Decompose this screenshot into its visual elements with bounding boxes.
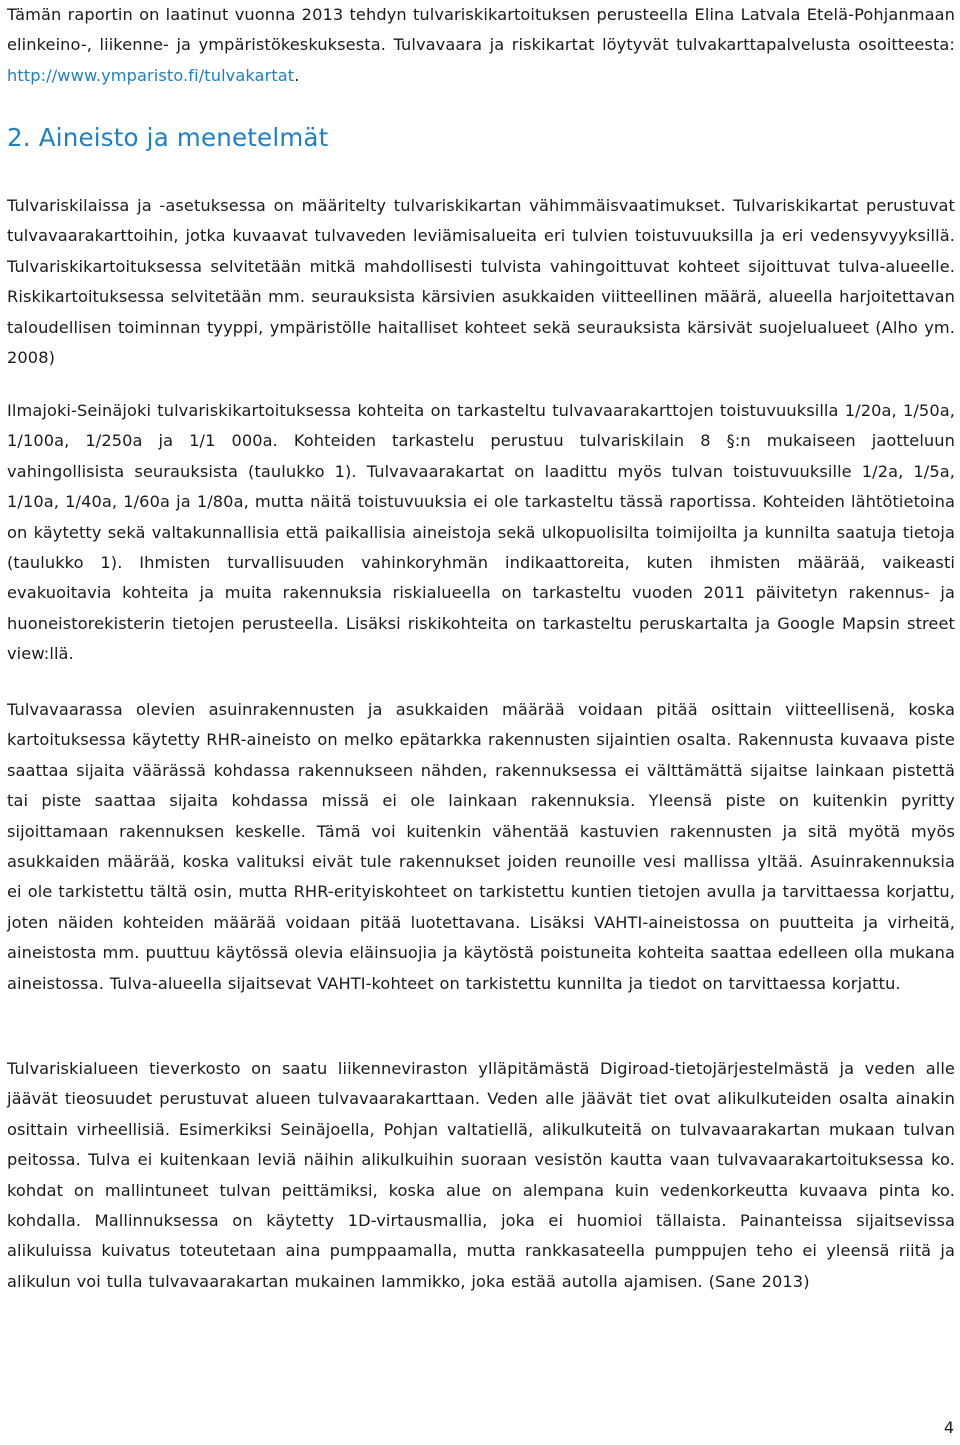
tulvakartat-link[interactable]: http://www.ymparisto.fi/tulvakartat: [7, 65, 295, 85]
paragraph-residential-buildings: Tulvavaarassa olevien asuinrakennusten ja asukkaiden määrää voidaan pitää osittain viitteellisenä, koska kartoituksessa käytetty RHR-aineisto on melko epätarkka rakennusten sijaintien osalta. Rakennusta kuvaava piste saattaa sijaita väärässä kohdassa rakennukseen nähden, rakennuksessa ei välttämättä sijaitse lainkaan pistettä tai piste saattaa sijaita kohdassa missä ei ole lainkaan rakennuksia. Yleensä piste on kuitenkin pyritty sijoittamaan rakennuksen keskelle. Tämä voi kuitenkin vähentää kastuvien rakennusten ja sitä myötä myös asukkaiden määrää, koska valituksi eivät tule rakennukset joiden reunoille vesi mallissa yltää. Asuinrakennuksia ei ole tarkistettu tältä osin, mutta RHR-erityiskohteet on tarkistettu kuntien tietojen avulla ja tarvittaessa korjattu, joten näiden kohteiden määrää voidaan pitää luotettavana. Lisäksi VAHTI-aineistossa on puutteita ja virheitä, aineistosta mm. puuttuu käytössä olevia eläinsuojia ja käytöstä poistuneita kohteita saattaa edelleen olla mukana aineistossa. Tulva-alueella sijaitsevat VAHTI-kohteet on tarkistettu kunnilta ja tiedot on tarvittaessa korjattu.: [7, 700, 955, 993]
intro-text: Tämän raportin on laatinut vuonna 2013 tehdyn tulvariskikartoituksen perusteella Elina Latvala Etelä-Pohjanmaan elinkeino-, liikenne- ja ympäristökeskuksesta. Tulvavaara ja riskikartat löytyvät tulvakarttapalvelusta osoitteesta:: [7, 5, 955, 55]
paragraph-flood-risk-requirements: Tulvariskilaissa ja -asetuksessa on määritelty tulvariskikartan vähimmäisvaatimukset. Tulvariskikartat perustuvat tulvavaarakarttoihin, jotka kuvaavat tulvaveden leviämisalueita eri tulvien toistuvuuksilla ja eri vedensyvyyksillä. Tulvariskikartoituksessa selvitetään mitkä mahdollisesti tulvista vahingoittuvat kohteet sijoittuvat tulva-alueelle. Riskikartoituksessa selvitetään mm. seurauksista kärsivien asukkaiden viitteellinen määrä, alueella harjoitettavan taloudellisen toiminnan tyyppi, ympäristölle haitalliset kohteet sekä seurauksista kärsivät suojelualueet (Alho ym. 2008): [7, 196, 955, 368]
paragraph-road-network: Tulvariskialueen tieverkosto on saatu liikenneviraston ylläpitämästä Digiroad-tietojärjestelmästä ja veden alle jäävät tieosuudet perustuvat alueen tulvavaarakarttaan. Veden alle jäävät tiet ovat alikulkuteiden osalta ainakin osittain virheellisiä. Esimerkiksi Seinäjoella, Pohjan valtatiellä, alikulkuteitä on tulvavaarakartan mukaan tulvan peitossa. Tulva ei kuitenkaan leviä näihin alikulkuihin suoraan vesistön kautta vaan tulvavaarakartoituksessa ko. kohdat on mallintuneet tulvan peittämiksi, koska alue on alempana kuin vedenkorkeutta kuvaava pinta ko. kohdalla. Mallinnuksessa on käytetty 1D-virtausmallia, joka ei huomioi tällaista. Painanteissa sijaitsevissa alikuluissa kuivatus toteutetaan aina pumppaamalla, mutta rankkasateella pumppujen teho ei yleensä riitä ja alikulun voi tulla tulvavaarakartan mukainen lammikko, joka estää autolla ajamisen. (Sane 2013): [7, 1059, 955, 1291]
section-heading: 2. Aineisto ja menetelmät: [7, 123, 329, 152]
page-number: 4: [943, 1418, 954, 1437]
intro-paragraph: [7, 0, 955, 91]
intro-text-end: .: [294, 65, 300, 85]
paragraph-ilmajoki-seinajoki: Ilmajoki-Seinäjoki tulvariskikartoituksessa kohteita on tarkasteltu tulvavaarakarttojen toistuvuuksilla 1/20a, 1/50a, 1/100a, 1/250a ja 1/1 000a. Kohteiden tarkastelu perustuu tulvariskilain 8 §:n mukaiseen jaotteluun vahingollisista seurauksista (taulukko 1). Tulvavaarakartat on laadittu myös tulvan toistuvuuksille 1/2a, 1/5a, 1/10a, 1/40a, 1/60a ja 1/80a, mutta näitä toistuvuuksia ei ole tarkasteltu tässä raportissa. Kohteiden lähtötietoina on käytetty sekä valtakunnallisia että paikallisia aineistoja sekä ulkopuolisilta toimijoilta ja kunnilta saatuja tietoja (taulukko 1). Ihmisten turvallisuuden vahinkoryhmän indikaattoreita, kuten ihmisten määrää, vaikeasti evakuoitavia kohteita ja muita rakennuksia riskialueella on tarkasteltu vuoden 2011 päivitetyn rakennus- ja huoneistorekisterin tietojen perusteella. Lisäksi riskikohteita on tarkasteltu peruskartalta ja Google Mapsin street view:llä.: [7, 401, 955, 664]
